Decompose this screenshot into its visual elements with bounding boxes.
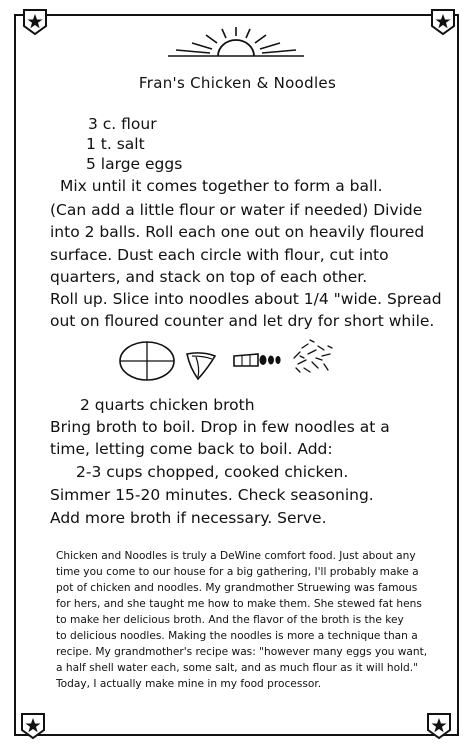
- ohio-star-icon: [426, 712, 452, 740]
- instruction-line: surface. Dust each circle with flour, cut into: [50, 246, 389, 264]
- rolled-dough-icon: [184, 348, 218, 382]
- personal-note: [56, 548, 448, 692]
- instruction-line: Add more broth if necessary. Serve.: [50, 509, 327, 527]
- ohio-star-icon: [22, 8, 48, 36]
- instruction-line: Bring broth to boil. Drop in few noodles at a: [50, 418, 390, 436]
- instruction-line: (Can add a little flour or water if needed) Divide: [50, 201, 423, 219]
- instruction-line: into 2 balls. Roll each one out on heavily floured: [50, 223, 425, 241]
- ohio-star-icon: [20, 712, 46, 740]
- note-line: Today, I actually make mine in my food processor.: [56, 678, 322, 690]
- note-line: time you come to our house for a big gathering, I'll probably make a: [56, 566, 419, 578]
- dough-circle-icon: [118, 340, 176, 382]
- note-line: recipe. My grandmother's recipe was: "however many eggs you want,: [56, 646, 428, 658]
- instruction-line: Mix until it comes together to form a ball.: [60, 177, 383, 195]
- noodle-pile-icon: [288, 338, 334, 378]
- broth-ingredient: 2 quarts chicken broth: [80, 396, 255, 414]
- ingredient-line: 3 c. flour: [88, 115, 157, 133]
- note-line: Chicken and Noodles is truly a DeWine comfort food. Just about any: [56, 550, 416, 562]
- instruction-line: Roll up. Slice into noodles about 1/4 "wide. Spread: [50, 290, 442, 308]
- instruction-line: 2-3 cups chopped, cooked chicken.: [76, 463, 349, 481]
- sunrise-icon: [168, 26, 304, 60]
- note-line: to make her delicious broth. And the flavor of the broth is the key: [56, 614, 404, 626]
- note-line: for hers, and she taught me how to make them. She stewed fat hens: [56, 598, 422, 610]
- instruction-line: out on floured counter and let dry for short while.: [50, 312, 435, 330]
- sliced-roll-icon: [232, 350, 286, 372]
- instruction-line: Simmer 15-20 minutes. Check seasoning.: [50, 486, 374, 504]
- ohio-star-icon: [430, 8, 456, 36]
- note-line: pot of chicken and noodles. My grandmother Struewing was famous: [56, 582, 418, 594]
- ingredient-line: 1 t. salt: [86, 135, 145, 153]
- recipe-title: Fran's Chicken & Noodles: [138, 74, 337, 92]
- instruction-line: quarters, and stack on top of each other.: [50, 268, 368, 286]
- instruction-line: time, letting come back to boil. Add:: [50, 440, 333, 458]
- note-line: to delicious noodles. Making the noodles is more a technique than a: [56, 630, 418, 642]
- note-line: a half shell water each, some salt, and as much flour as it will hold.": [56, 662, 419, 674]
- ingredient-line: 5 large eggs: [86, 155, 183, 173]
